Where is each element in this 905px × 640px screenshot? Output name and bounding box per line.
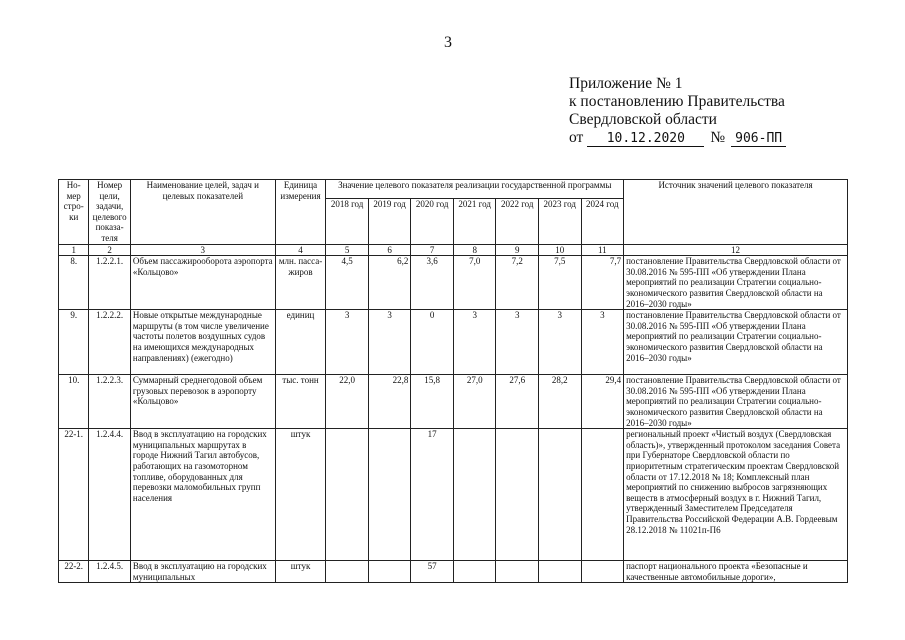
column-number: 3	[130, 244, 275, 256]
source: постановление Правительства Свердловской области от 30.08.2016 № 595-ПП «Об утверждении Плана мероприятий по реализации Стратегии социально-экономического развития Свердловской области на 2016–2030 годы»	[624, 310, 848, 375]
value-2024	[581, 429, 624, 561]
value-2021: 3	[453, 310, 496, 375]
indicator-name: Суммарный среднегодовой объем грузовых перевозок в аэропорту «Кольцово»	[130, 375, 275, 429]
value-2024	[581, 561, 624, 583]
goal-number: 1.2.4.5.	[89, 561, 131, 583]
header-source: Источник значений целевого показателя	[624, 180, 848, 245]
source: паспорт национального проекта «Безопасные и качественные автомобильные дороги»,	[624, 561, 848, 583]
column-number-row	[59, 244, 848, 256]
table-row	[59, 561, 848, 583]
header-year: 2024 год	[581, 198, 624, 244]
column-number: 6	[368, 244, 411, 256]
goal-number: 1.2.2.3.	[89, 375, 131, 429]
appendix-line-3: Свердловской области	[569, 111, 717, 128]
table-row	[59, 310, 848, 375]
value-2024: 29,4	[581, 375, 624, 429]
value-2024: 7,7	[581, 256, 624, 310]
header-unit: Единица измерения	[275, 180, 326, 245]
goal-number: 1.2.4.4.	[89, 429, 131, 561]
column-number: 4	[275, 244, 326, 256]
value-2018	[326, 429, 369, 561]
resolution-date: 10.12.2020	[587, 131, 704, 147]
value-2019	[368, 429, 411, 561]
resolution-number: 906-ПП	[731, 131, 786, 147]
column-number: 12	[624, 244, 848, 256]
value-2019: 3	[368, 310, 411, 375]
indicator-name: Новые открытые международные маршруты (в том числе увеличение частоты полетов воздушных судов на имеющихся международных направлениях) (ежегодно)	[130, 310, 275, 375]
row-number: 22-2.	[59, 561, 89, 583]
indicator-name: Ввод в эксплуатацию на городских муниципальных	[130, 561, 275, 583]
appendix-line-2: к постановлению Правительства	[569, 93, 785, 110]
table-row	[59, 256, 848, 310]
appendix-header	[569, 75, 786, 147]
value-2020: 0	[411, 310, 454, 375]
value-2019: 6,2	[368, 256, 411, 310]
value-2018: 22,0	[326, 375, 369, 429]
column-number: 1	[59, 244, 89, 256]
row-number: 22-1.	[59, 429, 89, 561]
indicator-name: Объем пассажирооборота аэропорта «Кольцово»	[130, 256, 275, 310]
value-2022	[496, 429, 539, 561]
header-goal-no: Номер цели, задачи, целевого показа-теля	[89, 180, 131, 245]
appendix-date-line	[569, 129, 786, 147]
table-row	[59, 429, 848, 561]
indicator-name: Ввод в эксплуатацию на городских муниципальных маршрутах в городе Нижний Тагил автобусов, работающих на газомоторном топливе, оборудованных для перевозки маломобильных групп населения	[130, 429, 275, 561]
header-values-group: Значение целевого показателя реализации государственной программы	[326, 180, 624, 199]
header-year: 2021 год	[453, 198, 496, 244]
source: региональный проект «Чистый воздух (Свердловская область)», утвержденный протоколом заседания Совета при Губернаторе Свердловской области по приоритетным стратегическим проектам Свердловской области от 17.12.2018 № 18; Комплексный план мероприятий по снижению выбросов загрязняющих веществ в атмосферный воздух в г. Нижний Тагил, утвержденный Заместителем Председателя Правительства Российской Федерации А.В. Гордеевым 28.12.2018 № 11021п-П6	[624, 429, 848, 561]
number-label: №	[710, 129, 726, 146]
value-2022: 3	[496, 310, 539, 375]
value-2019: 22,8	[368, 375, 411, 429]
column-number: 10	[538, 244, 581, 256]
value-2021	[453, 429, 496, 561]
header-row-no: Но-мер стро-ки	[59, 180, 89, 245]
header-year: 2019 год	[368, 198, 411, 244]
value-2023	[538, 429, 581, 561]
table-row	[59, 375, 848, 429]
header-year: 2018 год	[326, 198, 369, 244]
value-2020: 17	[411, 429, 454, 561]
column-number: 5	[326, 244, 369, 256]
header-year: 2022 год	[496, 198, 539, 244]
from-label: от	[569, 129, 584, 146]
value-2018: 4,5	[326, 256, 369, 310]
row-number: 8.	[59, 256, 89, 310]
value-2021: 7,0	[453, 256, 496, 310]
header-year: 2020 год	[411, 198, 454, 244]
value-2018: 3	[326, 310, 369, 375]
header-name: Наименование целей, задач и целевых показателей	[130, 180, 275, 245]
page-number: 3	[444, 34, 452, 51]
value-2020: 3,6	[411, 256, 454, 310]
value-2024: 3	[581, 310, 624, 375]
value-2020: 15,8	[411, 375, 454, 429]
column-number: 11	[581, 244, 624, 256]
value-2023: 28,2	[538, 375, 581, 429]
header-row-1	[59, 180, 848, 199]
value-2021: 27,0	[453, 375, 496, 429]
value-2022: 7,2	[496, 256, 539, 310]
row-number: 9.	[59, 310, 89, 375]
value-2022	[496, 561, 539, 583]
value-2021	[453, 561, 496, 583]
row-number: 10.	[59, 375, 89, 429]
value-2022: 27,6	[496, 375, 539, 429]
unit: млн. пасса-жиров	[275, 256, 326, 310]
header-year: 2023 год	[538, 198, 581, 244]
column-number: 8	[453, 244, 496, 256]
column-number: 2	[89, 244, 131, 256]
source: постановление Правительства Свердловской области от 30.08.2016 № 595-ПП «Об утверждении Плана мероприятий по реализации Стратегии социально-экономического развития Свердловской области на 2016–2030 годы»	[624, 375, 848, 429]
source: постановление Правительства Свердловской области от 30.08.2016 № 595-ПП «Об утверждении Плана мероприятий по реализации Стратегии социально-экономического развития Свердловской области на 2016–2030 годы»	[624, 256, 848, 310]
value-2019	[368, 561, 411, 583]
unit: штук	[275, 429, 326, 561]
value-2023: 7,5	[538, 256, 581, 310]
value-2018	[326, 561, 369, 583]
unit: штук	[275, 561, 326, 583]
value-2020: 57	[411, 561, 454, 583]
unit: тыс. тонн	[275, 375, 326, 429]
value-2023	[538, 561, 581, 583]
value-2023: 3	[538, 310, 581, 375]
goal-number: 1.2.2.1.	[89, 256, 131, 310]
column-number: 9	[496, 244, 539, 256]
targets-table	[58, 179, 848, 583]
appendix-title: Приложение № 1	[569, 75, 683, 92]
goal-number: 1.2.2.2.	[89, 310, 131, 375]
column-number: 7	[411, 244, 454, 256]
unit: единиц	[275, 310, 326, 375]
